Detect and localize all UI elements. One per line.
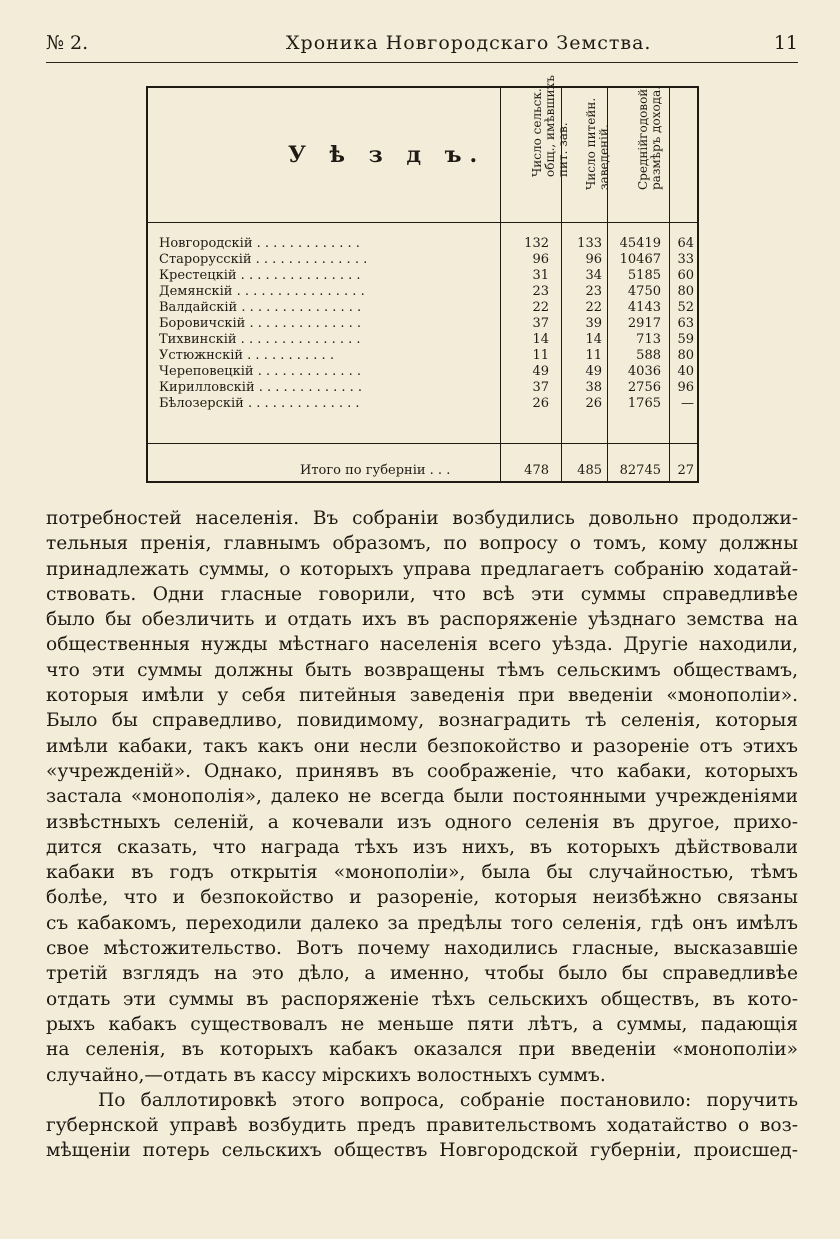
text-line: По баллотировкѣ этого вопроса, собраніе постановило: поручить: [98, 1089, 798, 1111]
text-line: что эти суммы должны быть возвращены тѣмъ сельскимъ обществамъ,: [46, 659, 798, 681]
cell-communities: 49: [532, 364, 549, 379]
table-row: [148, 268, 697, 283]
district-name: Тихвинскій . . . . . . . . . . . . . . .: [159, 332, 361, 347]
cell-kopecks: 59: [677, 332, 694, 347]
text-line: общественныя нужды мѣстнаго населенія всего уѣзда. Другіе находили,: [46, 634, 798, 656]
text-line: Было бы справедливо, повидимому, вознаградить тѣ селенія, которыя: [46, 710, 798, 732]
district-name: Старорусскій . . . . . . . . . . . . . .: [159, 252, 368, 267]
total-establishments: 485: [577, 463, 602, 478]
cell-income: 2756: [627, 380, 661, 395]
cell-communities: 14: [532, 332, 549, 347]
cell-kopecks: 80: [677, 348, 694, 363]
text-line: съ кабакомъ, переходили далеко за предѣлы того селенія, гдѣ онъ имѣлъ: [46, 912, 798, 934]
cell-establishments: 96: [585, 252, 602, 267]
cell-communities: 22: [532, 300, 549, 315]
cell-kopecks: 96: [677, 380, 694, 395]
cell-establishments: 26: [585, 396, 602, 411]
cell-income: 2917: [627, 316, 661, 331]
district-name: Новгородскій . . . . . . . . . . . . .: [159, 236, 360, 251]
cell-income: 4750: [627, 284, 661, 299]
text-line: третій взглядъ на это дѣло, а именно, чтобы было бы справедливѣе: [46, 963, 798, 985]
cell-income: 588: [636, 348, 661, 363]
text-line: ствовать. Одни гласные говорили, что всѣ эти суммы справедливѣе: [46, 583, 798, 605]
text-line: свое мѣстожительство. Вотъ почему находились гласные, высказавшіе: [46, 938, 798, 960]
text-line: отдать эти суммы въ распоряженіе тѣхъ сельскихъ обществъ, въ кото-: [46, 988, 798, 1010]
text-line: потребностей населенія. Въ собраніи возбудились довольно продолжи-: [46, 508, 798, 529]
cell-kopecks: 33: [677, 252, 694, 267]
header-divider: [148, 222, 697, 223]
text-line: извѣстныхъ селеній, а кочевали изъ одного селенія въ другое, прихо-: [46, 811, 798, 833]
cell-establishments: 133: [577, 236, 602, 251]
cell-income: 1765: [627, 396, 661, 411]
table-row: [148, 380, 697, 395]
cell-communities: 37: [532, 316, 549, 331]
cell-kopecks: 64: [677, 236, 694, 251]
district-name: Устюжнскій . . . . . . . . . . .: [159, 348, 334, 363]
running-header: [46, 32, 798, 60]
table-row: [148, 364, 697, 379]
column-heading-text: Среднійгодовой размѣръ дохода.: [636, 85, 663, 190]
total-label: Итого по губерніи . . .: [300, 463, 451, 478]
column-heading-text: Число сельск. общ., имѣвшихъ пит. зав.: [530, 75, 570, 177]
cell-kopecks: 40: [677, 364, 694, 379]
district-name: Боровичскій . . . . . . . . . . . . . .: [159, 316, 362, 331]
cell-kopecks: 63: [677, 316, 694, 331]
cell-communities: 132: [524, 236, 549, 251]
cell-communities: 31: [532, 268, 549, 283]
cell-establishments: 22: [585, 300, 602, 315]
table-row: [148, 316, 697, 331]
district-name: Крестецкій . . . . . . . . . . . . . . .: [159, 268, 361, 283]
district-name: Валдайскій . . . . . . . . . . . . . . .: [159, 300, 362, 315]
text-line: которыя имѣли у себя питейныя заведенія при введеніи «монополіи».: [46, 685, 798, 707]
cell-establishments: 11: [585, 348, 602, 363]
total-income: 82745: [619, 463, 661, 478]
column-heading-income: [622, 85, 663, 220]
column-heading-district: У ѣ з д ъ.: [288, 142, 486, 168]
table-row: [148, 252, 697, 267]
journal-title: Хроника Новгородскаго Земства.: [286, 32, 652, 54]
cell-communities: 23: [532, 284, 549, 299]
cell-income: 713: [636, 332, 661, 347]
district-name: Демянскій . . . . . . . . . . . . . . . .: [159, 284, 365, 299]
text-line: рыхъ кабакъ существовалъ не меньше пяти лѣтъ, а суммы, падающія: [46, 1013, 798, 1035]
district-name: Кирилловскій . . . . . . . . . . . . .: [159, 380, 363, 395]
cell-income: 10467: [619, 252, 661, 267]
cell-income: 5185: [627, 268, 661, 283]
total-communities: 478: [524, 463, 549, 478]
text-line: мѣщеніи потерь сельскихъ обществъ Новгородской губерніи, происшед-: [46, 1140, 798, 1162]
cell-kopecks: 52: [677, 300, 694, 315]
total-row: [148, 463, 697, 478]
table-row: [148, 236, 697, 251]
text-line: тельныя пренія, главнымъ образомъ, по вопросу о томъ, кому должны: [46, 533, 798, 555]
total-kopecks: 27: [677, 463, 694, 478]
text-line: на селенія, въ которыхъ кабакъ оказался при введеніи «монополіи»: [46, 1039, 798, 1061]
cell-establishments: 23: [585, 284, 602, 299]
statistics-table: [146, 75, 699, 483]
text-line: имѣли кабаки, такъ какъ они несли безпокойство и разореніе отъ этихъ: [46, 735, 798, 757]
cell-communities: 26: [532, 396, 549, 411]
table-row: [148, 284, 697, 299]
text-line: «учрежденій». Однако, принявъ въ соображеніе, что кабаки, которыхъ: [46, 760, 798, 782]
cell-income: 45419: [619, 236, 661, 251]
text-line: случайно,—отдать въ кассу мірскихъ волостныхъ суммъ.: [46, 1064, 606, 1086]
cell-communities: 37: [532, 380, 549, 395]
text-line: губернской управѣ возбудить предъ правительствомъ ходатайство о воз-: [46, 1115, 798, 1137]
text-line: дится сказать, что награда тѣхъ изъ нихъ, въ которыхъ дѣйствовали: [46, 836, 798, 858]
text-line: было бы обезличить и отдать ихъ въ распоряженіе уѣзднаго земства на: [46, 609, 798, 631]
header-rule: [46, 62, 798, 63]
column-heading-text: Число питейн. заведеній.: [584, 97, 611, 190]
cell-establishments: 38: [585, 380, 602, 395]
column-heading-establishments: [570, 92, 611, 220]
cell-establishments: 14: [585, 332, 602, 347]
issue-number: № 2.: [46, 32, 89, 54]
district-name: Бѣлозерскій . . . . . . . . . . . . . .: [159, 396, 360, 411]
text-line: кабаки въ годъ открытія «монополіи», была бы случайностью, тѣмъ: [46, 862, 798, 884]
paragraph: [46, 506, 798, 1088]
body-text: [46, 506, 798, 1164]
table-row: [148, 332, 697, 347]
text-line: болѣе, что и безпокойство и разореніе, которыя неизбѣжно связаны: [46, 887, 798, 909]
text-line: застала «монополія», далеко не всегда были постоянными учрежденіями: [46, 786, 798, 808]
cell-kopecks: —: [681, 396, 694, 411]
cell-income: 4143: [627, 300, 661, 315]
page-number: 11: [773, 32, 798, 54]
total-divider: [148, 443, 697, 444]
table-row: [148, 300, 697, 315]
cell-establishments: 49: [585, 364, 602, 379]
cell-kopecks: 80: [677, 284, 694, 299]
column-heading-communities: [516, 75, 570, 220]
table-row: [148, 348, 697, 363]
table-row: [148, 396, 697, 411]
paragraph: [46, 1088, 798, 1164]
cell-income: 4036: [627, 364, 661, 379]
district-name: Череповецкій . . . . . . . . . . . . .: [159, 364, 362, 379]
cell-establishments: 39: [585, 316, 602, 331]
cell-kopecks: 60: [677, 268, 694, 283]
cell-establishments: 34: [585, 268, 602, 283]
cell-communities: 11: [532, 348, 549, 363]
text-line: принадлежать суммы, о которыхъ управа предлагаетъ собранію ходатай-: [46, 558, 798, 580]
cell-communities: 96: [532, 252, 549, 267]
